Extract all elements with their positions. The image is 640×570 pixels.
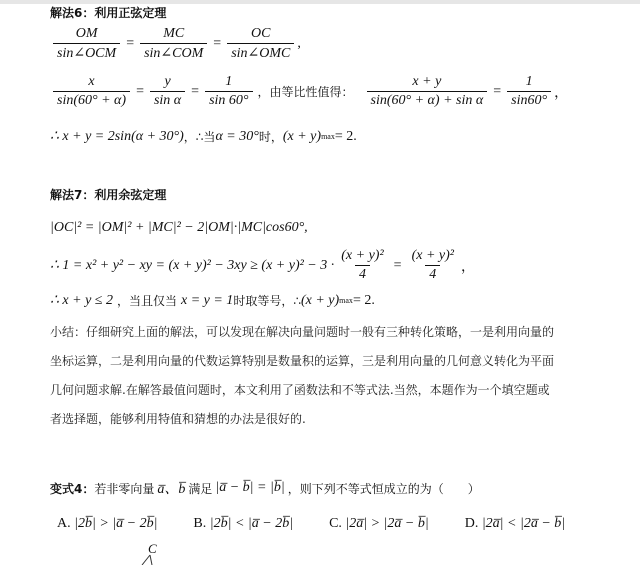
math: (x + y)	[300, 292, 340, 308]
numerator: OM	[75, 26, 98, 41]
fraction	[227, 26, 294, 62]
numerator: x + y	[412, 74, 442, 89]
numerator: 1	[225, 74, 233, 89]
math: ∴ x + y = 2sin(α + 30°)	[50, 129, 184, 144]
numerator: y	[164, 74, 171, 89]
option-expr: |2b̅| > |a̅ − 2b̅|	[74, 516, 158, 531]
denominator: sin∠OMC	[227, 43, 294, 62]
math: a̅、b̅	[157, 482, 186, 497]
subscript: max	[321, 132, 335, 141]
denominator: sin 60°	[205, 91, 252, 109]
variant4-question	[50, 478, 480, 498]
fraction	[507, 74, 551, 109]
denominator: sin(60° + α) + sin α	[367, 91, 488, 109]
denominator: sin∠COM	[140, 43, 207, 62]
option-d[interactable]	[465, 516, 565, 532]
denominator: sin60°	[507, 91, 551, 109]
text: 若非零向量	[94, 481, 155, 496]
fraction	[205, 74, 252, 109]
fraction	[408, 248, 458, 283]
method6-row2: $\frac{x}{\sin(60^\circ + \alpha)}$ = $\frac{y}{\text{sin α}}$ = $\frac{1}{\sin 60^\circ}$ ，由等比性值得： $\frac{x + y}{\text{sin(60° + α) + sin α}}$ = $\frac{1}{\sin 60^\circ}$ ，	[50, 74, 568, 109]
denominator: sin(60° + α)	[53, 91, 130, 109]
denominator: sin α	[150, 91, 185, 109]
option-expr: |2a̅| > |2a̅ − b̅|	[345, 516, 429, 531]
method6-row1: $\frac{OM}{\text{sin∠OCM}}$ = $\frac{MC}{\text{sin∠COM}}$ = $\frac{OC}{\text{sin∠OMC}}$ ,	[50, 26, 301, 62]
numerator: (x + y)²	[411, 248, 454, 263]
denominator: 4	[355, 265, 370, 283]
punct: ，	[554, 85, 569, 101]
fraction	[53, 74, 130, 109]
fraction	[367, 74, 488, 109]
method7-title: 解法7：利用余弦定理	[50, 188, 167, 202]
variant4-options	[57, 516, 601, 532]
option-c[interactable]	[329, 516, 429, 532]
option-b[interactable]	[193, 516, 293, 532]
method7-line2: ∴ 1 = x² + y² − xy = (x + y)² − 3xy ≥ (x + y)² − 3 · $\frac{\text{(x + y)²}}{4}$ = $\frac{\text{(x + y)²}}{4}$ ，	[50, 248, 475, 282]
triangle-figure-fragment	[140, 545, 180, 565]
method6-title: 解法6：利用正弦定理	[50, 6, 167, 20]
math: ∴ x + y ≤ 2	[50, 293, 113, 308]
math: x = y = 1	[180, 292, 234, 308]
math: = 2.	[352, 292, 375, 308]
option-label: B.	[193, 516, 207, 531]
punct: ,	[297, 36, 301, 51]
geometry-figure	[140, 541, 180, 570]
option-expr: |2b̅| < |a̅ − 2b̅|	[209, 516, 294, 531]
math: ∴ 1 = x² + y² − xy = (x + y)² − 3xy ≥ (x + y)² − 3 ·	[50, 258, 335, 273]
fraction	[150, 74, 185, 109]
denominator: sin∠OCM	[53, 43, 120, 62]
method6-row3	[50, 128, 357, 145]
text: ，由等比性值得：	[257, 85, 354, 99]
text: 时取等号，∴	[233, 294, 301, 308]
numerator: MC	[163, 26, 185, 41]
text: ，则下列不等式恒成立的为（ ）	[287, 481, 480, 496]
numerator: (x + y)²	[341, 248, 384, 263]
option-label: C.	[329, 516, 342, 531]
numerator: x	[88, 74, 95, 89]
fraction	[140, 26, 207, 62]
point-c-label: C	[148, 541, 157, 556]
punct: ，	[460, 259, 475, 275]
text: ，∴当	[183, 130, 216, 144]
subscript: max	[339, 296, 353, 305]
text: ，当且仅当	[116, 294, 177, 308]
text: 满足	[188, 481, 213, 496]
numerator: 1	[525, 74, 533, 89]
option-label: D.	[464, 516, 479, 531]
fraction	[53, 26, 120, 62]
method7-line3	[50, 292, 375, 309]
math: = 2.	[334, 128, 357, 144]
option-expr: |2a̅| < |2a̅ − b̅|	[481, 516, 566, 531]
numerator: OC	[251, 26, 271, 41]
fraction	[337, 248, 387, 283]
variant-label: 变式4：	[50, 481, 95, 496]
option-label: A.	[57, 516, 71, 531]
math: (x + y)	[282, 128, 322, 144]
math: α = 30°	[215, 128, 259, 144]
method7-line1: |OC|² = |OM|² + |MC|² − 2|OM|·|MC|cos60°,	[50, 220, 308, 235]
math: |a̅ − b̅| = |b̅|	[215, 480, 285, 495]
text: 时，	[258, 130, 283, 144]
option-a[interactable]	[57, 516, 157, 532]
summary-paragraph: 小结：仔细研究上面的解法，可以发现在解决向量问题时一般有三种转化策略，一是利用向量的坐标运算，二是利用向量的代数运算特别是数量积的运算，三是利用向量的几何意义转化为平面几何问题求解.在解答最值问题时，本文利用了函数法和不等式法.当然，本题作为一个填空题或者选择题，能够利用特值和猜想的办法是很好的.	[50, 325, 555, 426]
denominator: 4	[425, 265, 440, 283]
